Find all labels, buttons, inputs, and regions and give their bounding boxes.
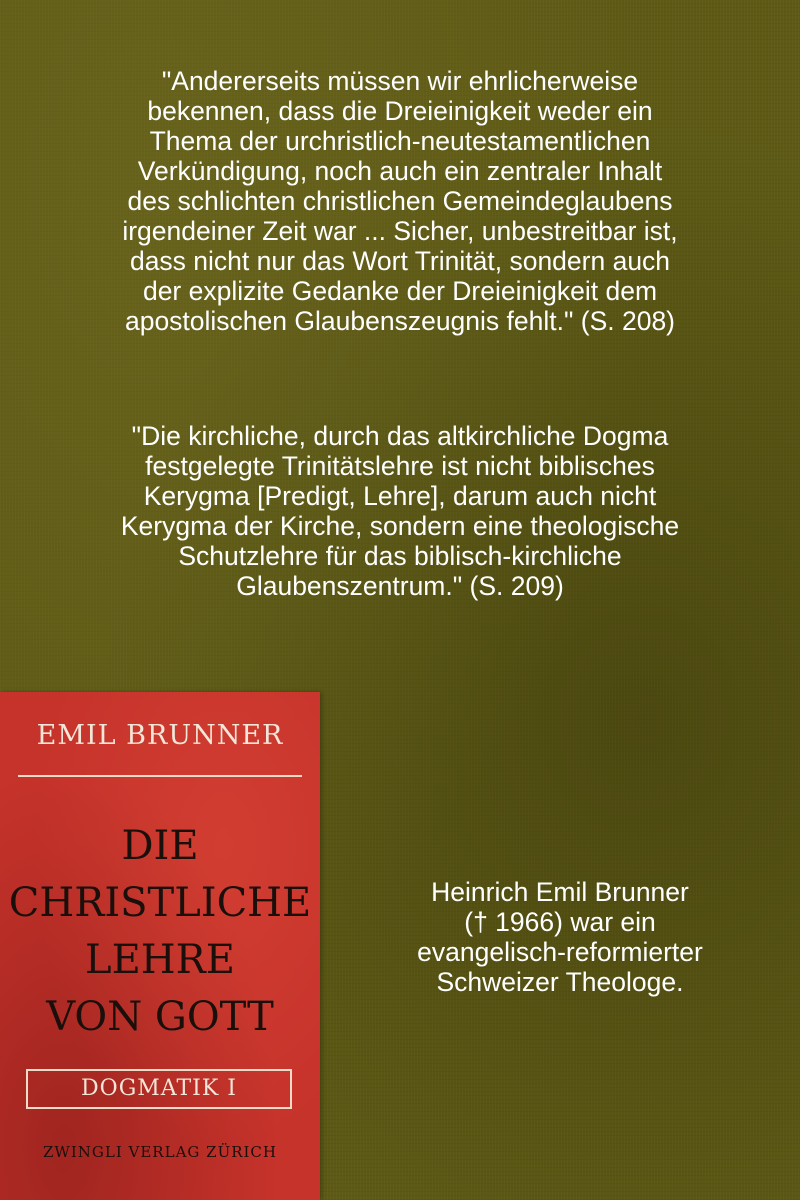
book-publisher: ZWINGLI VERLAG ZÜRICH bbox=[43, 1143, 277, 1161]
book-cover-image bbox=[0, 692, 320, 1200]
quote-page-208: "Andererseits müssen wir ehrlicherweise bekennen, dass die Dreieinigkeit weder ein Thema der urchristlich-neutestamentlichen Verkündigung, noch auch ein zentraler Inhalt des schlichten christlichen Gemeindeglaubens irgendeiner Zeit war ... Sicher, unbestreitbar ist, dass nicht nur das Wort Trinität, sondern auch der explizite Gedanke der Dreieinigkeit dem apostolischen Glaubenszeugnis fehlt." (S. 208) bbox=[122, 66, 678, 336]
book-title: DIE CHRISTLICHE LEHRE VON GOTT bbox=[8, 823, 312, 1040]
book-author: EMIL BRUNNER bbox=[36, 720, 284, 751]
quote-page-209: "Die kirchliche, durch das altkirchliche Dogma festgelegte Trinitätslehre ist nicht biblisches Kerygma [Predigt, Lehre], darum auch nicht Kerygma der Kirche, sondern eine theologische Schutzlehre für das biblisch-kirchliche Glaubenszentrum." (S. 209) bbox=[120, 421, 680, 601]
book-subtitle: DOGMATIK I bbox=[26, 1069, 292, 1109]
cover-divider bbox=[18, 775, 302, 777]
author-note: Heinrich Emil Brunner († 1966) war ein evangelisch-reformierter Schweizer Theologe. bbox=[417, 877, 703, 997]
